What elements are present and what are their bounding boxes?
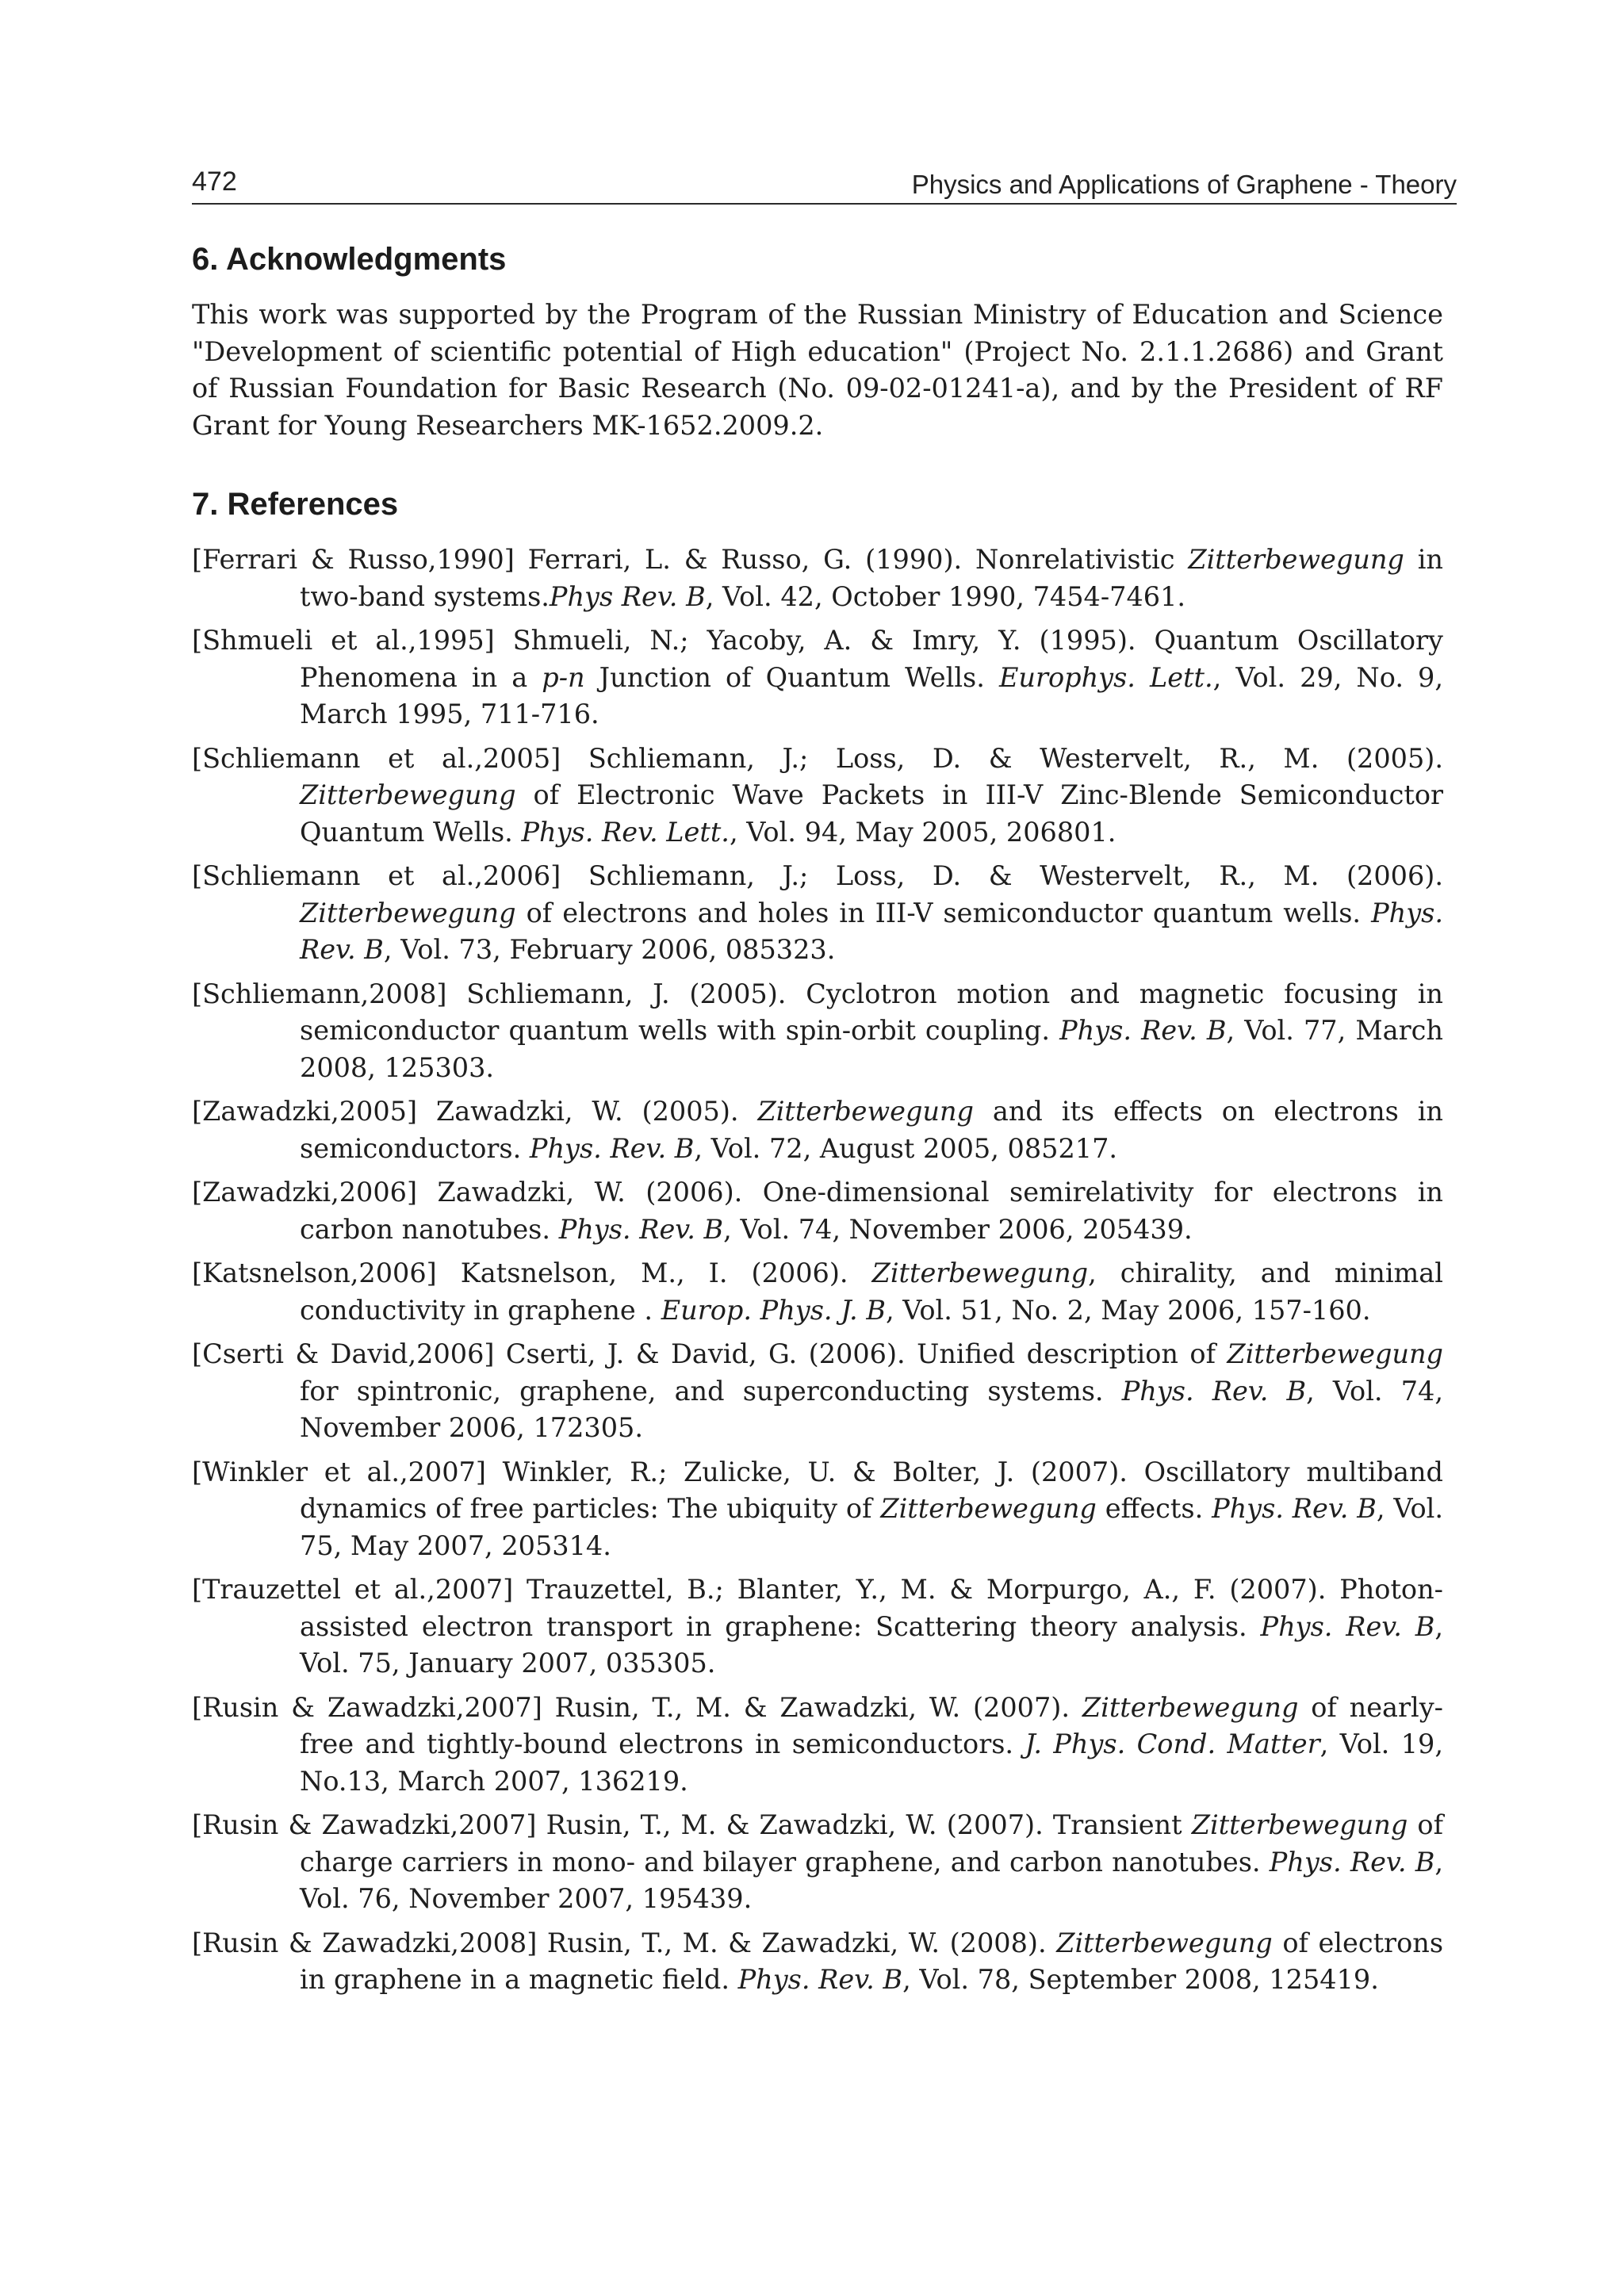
reference-details: , Vol. 76, November 2007, 195439. xyxy=(300,1846,1443,1914)
reference-italic-term: Zitterbewegung xyxy=(1188,544,1404,575)
reference-journal: J. Phys. Cond. Matter xyxy=(1025,1728,1320,1759)
reference-italic-term: Zitterbewegung xyxy=(300,779,516,810)
reference-text: Zawadzki, W. (2006). One-dimensional semirelativity for electrons in carbon nanotubes. xyxy=(300,1177,1443,1245)
reference-details: , Vol. 77, March 2008, 125303. xyxy=(300,1015,1443,1083)
reference-list xyxy=(192,542,1443,1999)
reference-item xyxy=(192,1925,1443,1999)
reference-journal: Phys. Rev. B xyxy=(737,1964,903,1995)
reference-journal: Phys. Rev. B xyxy=(1059,1015,1227,1046)
reference-label: [Ferrari & Russo,1990] xyxy=(192,544,515,575)
reference-label: [Schliemann,2008] xyxy=(192,978,447,1009)
reference-text: Zawadzki, W. (2005). xyxy=(417,1096,758,1127)
reference-item xyxy=(192,858,1443,969)
reference-text: , chirality, and minimal conductivity in graphene . xyxy=(300,1258,1443,1326)
reference-journal: Europ. Phys. J. B xyxy=(661,1294,886,1326)
reference-details: , Vol. 75, January 2007, 035305. xyxy=(300,1610,1443,1679)
reference-italic-term: Zitterbewegung xyxy=(1191,1809,1408,1840)
reference-item xyxy=(192,1571,1443,1682)
reference-italic-term: Zitterbewegung xyxy=(1227,1338,1443,1369)
reference-text: of electrons and holes in III-V semiconductor quantum wells. xyxy=(515,897,1372,928)
reference-details: , Vol. 19, No.13, March 2007, 136219. xyxy=(300,1728,1444,1797)
reference-journal: Europhys. Lett. xyxy=(998,661,1213,693)
reference-label: [Winkler et al.,2007] xyxy=(192,1456,486,1487)
reference-italic-term: Zitterbewegung xyxy=(1056,1927,1273,1958)
reference-journal: Phys. Rev. B xyxy=(1260,1610,1435,1642)
page-number: 472 xyxy=(192,167,237,197)
reference-text: Rusin, T., M. & Zawadzki, W. (2007). xyxy=(542,1691,1082,1723)
reference-text: Shmueli, N.; Yacoby, A. & Imry, Y. (1995). Quantum Oscillatory Phenomena in a xyxy=(300,625,1443,693)
running-header xyxy=(192,167,1457,205)
references-heading: 7. References xyxy=(192,487,399,522)
reference-details: , Vol. 74, November 2006, 205439. xyxy=(723,1213,1193,1245)
reference-item xyxy=(192,1255,1443,1329)
reference-text: Junction of Quantum Wells. xyxy=(584,661,999,693)
reference-text: effects. xyxy=(1096,1493,1212,1524)
reference-details: , Vol. 94, May 2005, 206801. xyxy=(729,816,1116,848)
running-title: Physics and Applications of Graphene - Theory xyxy=(911,170,1457,199)
reference-item xyxy=(192,1336,1443,1447)
reference-journal: Phys. Rev. B xyxy=(300,897,1443,965)
reference-item xyxy=(192,976,1443,1087)
reference-details: , Vol. 51, No. 2, May 2006, 157-160. xyxy=(885,1294,1371,1326)
reference-italic-term: Zitterbewegung xyxy=(871,1258,1089,1288)
reference-journal: Phys. Rev. B xyxy=(558,1213,724,1245)
reference-label: [Cserti & David,2006] xyxy=(192,1338,495,1369)
reference-item xyxy=(192,741,1443,852)
acknowledgments-heading: 6. Acknowledgments xyxy=(192,242,507,277)
reference-text: and its effects on electrons in semiconductors. xyxy=(300,1096,1444,1164)
reference-italic-term: Zitterbewegung xyxy=(1082,1691,1299,1723)
reference-journal: Phys. Rev. B xyxy=(1212,1493,1377,1524)
reference-label: [Shmueli et al.,1995] xyxy=(192,625,495,656)
reference-label: [Schliemann et al.,2005] xyxy=(192,742,561,774)
reference-details: , Vol. 74, November 2006, 172305. xyxy=(300,1375,1443,1443)
reference-item xyxy=(192,1174,1443,1248)
reference-details: , Vol. 29, No. 9, March 1995, 711-716. xyxy=(300,661,1443,729)
reference-label: [Rusin & Zawadzki,2007] xyxy=(192,1691,542,1723)
acknowledgments-text: This work was supported by the Program of the Russian Ministry of Education and Science "Development of scientific potential of High education" (Project No. 2.1.1.2686) and Grant of Russian Foundation for Basic Research (No. 09-02-01241-a), and by the President of RF Grant for Young Researchers MK-1652.2009.2. xyxy=(192,299,1443,441)
reference-journal: Phys. Rev. Lett. xyxy=(521,816,730,848)
reference-text: of charge carriers in mono- and bilayer graphene, and carbon nanotubes. xyxy=(300,1809,1444,1878)
reference-item xyxy=(192,1093,1443,1167)
reference-text: of nearly-free and tightly-bound electrons in semiconductors. xyxy=(300,1691,1444,1759)
reference-text: Ferrari, L. & Russo, G. (1990). Nonrelativistic xyxy=(514,544,1189,575)
reference-text: Rusin, T., M. & Zawadzki, W. (2007). Transient xyxy=(536,1809,1192,1840)
reference-label: [Rusin & Zawadzki,2008] xyxy=(192,1927,538,1958)
reference-details: , Vol. 78, September 2008, 125419. xyxy=(902,1964,1379,1995)
reference-label: [Schliemann et al.,2006] xyxy=(192,860,561,891)
reference-text: Schliemann, J.; Loss, D. & Westervelt, R., M. (2006). xyxy=(561,860,1443,891)
reference-item xyxy=(192,1454,1443,1565)
page-content xyxy=(192,242,1443,2006)
reference-item xyxy=(192,1690,1443,1801)
reference-details: , Vol. 73, February 2006, 085323. xyxy=(383,934,836,965)
reference-italic-term: Zitterbewegung xyxy=(757,1096,975,1127)
reference-journal: Phys. Rev. B xyxy=(529,1132,695,1164)
reference-label: [Trauzettel et al.,2007] xyxy=(192,1574,514,1605)
reference-details: , Vol. 75, May 2007, 205314. xyxy=(300,1493,1443,1561)
reference-journal: Phys. Rev. B xyxy=(1121,1375,1307,1407)
reference-italic-term: Zitterbewegung xyxy=(300,897,516,928)
reference-text: Schliemann, J. (2005). Cyclotron motion and magnetic focusing in semiconductor quantum wells with spin-orbit coupling. xyxy=(300,978,1443,1046)
reference-item xyxy=(192,1807,1443,1918)
reference-text: Katsnelson, M., I. (2006). xyxy=(436,1258,872,1288)
reference-item xyxy=(192,622,1443,733)
reference-details: , Vol. 42, October 1990, 7454-7461. xyxy=(705,580,1186,612)
reference-text: in two-band systems. xyxy=(300,544,1443,612)
reference-item xyxy=(192,542,1443,615)
reference-label: [Katsnelson,2006] xyxy=(192,1258,437,1288)
reference-text: Rusin, T., M. & Zawadzki, W. (2008). xyxy=(537,1927,1057,1958)
reference-details: , Vol. 72, August 2005, 085217. xyxy=(694,1132,1118,1164)
reference-text: of electrons in graphene in a magnetic field. xyxy=(300,1927,1444,1995)
reference-text: of Electronic Wave Packets in III-V Zinc-Blende Semiconductor Quantum Wells. xyxy=(300,779,1443,848)
reference-label: [Rusin & Zawadzki,2007] xyxy=(192,1809,537,1840)
reference-italic-term: p-n xyxy=(542,661,585,693)
reference-text: Schliemann, J.; Loss, D. & Westervelt, R., M. (2005). xyxy=(561,742,1443,774)
reference-italic-term: Zitterbewegung xyxy=(880,1493,1097,1524)
reference-text: Winkler, R.; Zulicke, U. & Bolter, J. (2007). Oscillatory multiband dynamics of free particles: The ubiquity of xyxy=(300,1456,1444,1524)
reference-label: [Zawadzki,2006] xyxy=(192,1177,418,1208)
reference-text: Trauzettel, B.; Blanter, Y., M. & Morpurgo, A., F. (2007). Photon-assisted electron transport in graphene: Scattering theory analysis. xyxy=(300,1574,1444,1642)
reference-journal: Phys Rev. B xyxy=(549,580,706,612)
reference-label: [Zawadzki,2005] xyxy=(192,1096,418,1127)
reference-text: Cserti, J. & David, G. (2006). Unified description of xyxy=(494,1338,1228,1369)
reference-journal: Phys. Rev. B xyxy=(1269,1846,1435,1878)
reference-text: for spintronic, graphene, and superconducting systems. xyxy=(300,1375,1122,1407)
